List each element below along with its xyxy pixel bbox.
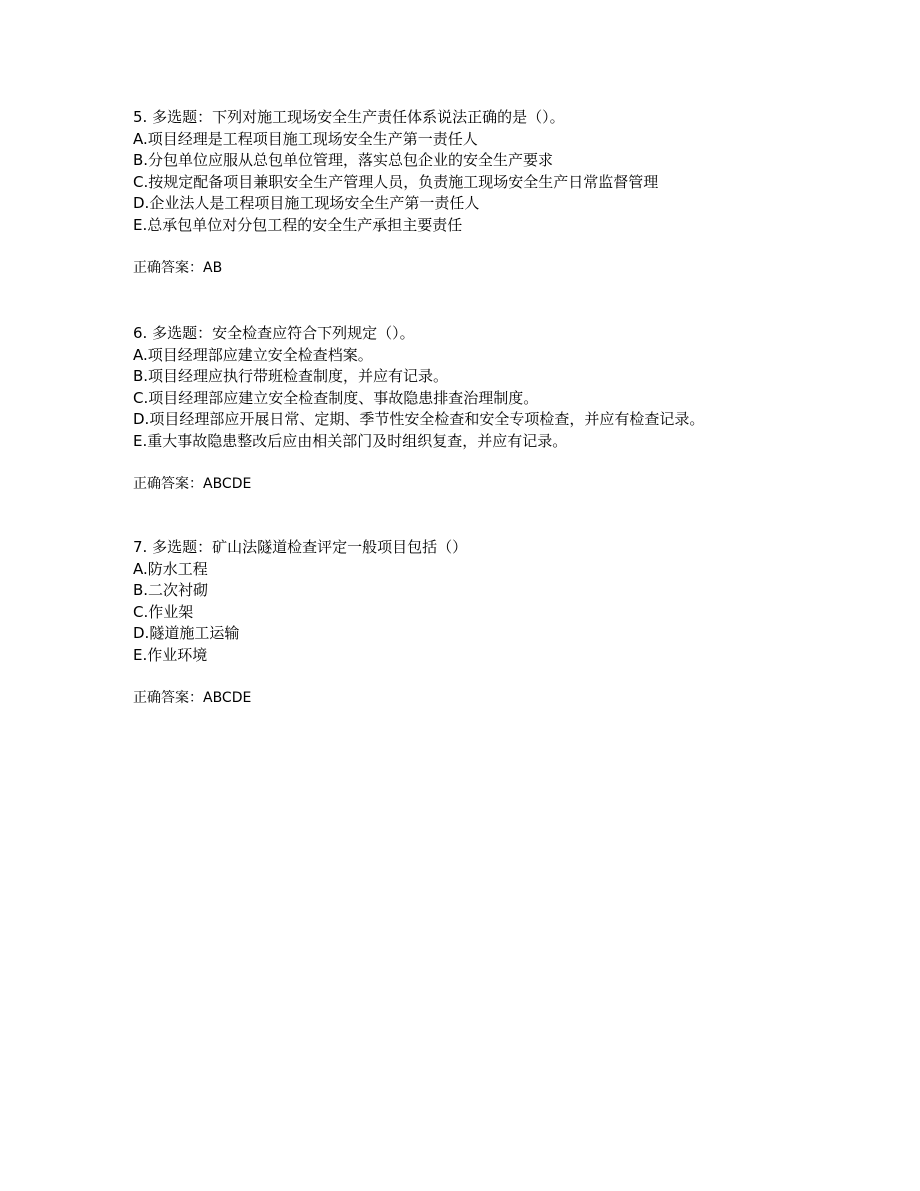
correct-answer: 正确答案：ABCDE [133, 476, 252, 492]
option-a: A.项目经理部应建立安全检查档案。 [133, 345, 373, 364]
option-e: E.总承包单位对分包工程的安全生产承担主要责任 [133, 215, 463, 234]
option-a: A.防水工程 [133, 559, 208, 578]
option-e: E.作业环境 [133, 645, 208, 664]
option-b: B.二次衬砌 [133, 581, 209, 599]
question-stem: 7. 多选题：矿山法隧道检查评定一般项目包括（） [133, 538, 468, 556]
option-c: C.按规定配备项目兼职安全生产管理人员，负责施工现场安全生产日常监督管理 [133, 172, 659, 191]
question-5 [133, 107, 893, 280]
option-d: D.企业法人是工程项目施工现场安全生产第一责任人 [133, 194, 480, 212]
question-stem: 5. 多选题：下列对施工现场安全生产责任体系说法正确的是（）。 [133, 108, 565, 126]
question-7 [133, 537, 893, 710]
option-c: C.项目经理部应建立安全检查制度、事故隐患排查治理制度。 [133, 388, 539, 407]
correct-answer: 正确答案：AB [133, 260, 223, 276]
option-c: C.作业架 [133, 602, 194, 621]
correct-answer: 正确答案：ABCDE [133, 690, 252, 706]
option-e: E.重大事故隐患整改后应由相关部门及时组织复查，并应有记录。 [133, 431, 568, 450]
option-b: B.分包单位应服从总包单位管理，落实总包企业的安全生产要求 [133, 151, 554, 169]
question-stem: 6. 多选题：安全检查应符合下列规定（）。 [133, 324, 415, 342]
option-b: B.项目经理应执行带班检查制度，并应有记录。 [133, 367, 449, 385]
option-a: A.项目经理是工程项目施工现场安全生产第一责任人 [133, 129, 478, 148]
option-d: D.隧道施工运输 [133, 624, 240, 642]
option-d: D.项目经理部应开展日常、定期、季节性安全检查和安全专项检查，并应有检查记录。 [133, 410, 705, 428]
question-6 [133, 323, 893, 496]
